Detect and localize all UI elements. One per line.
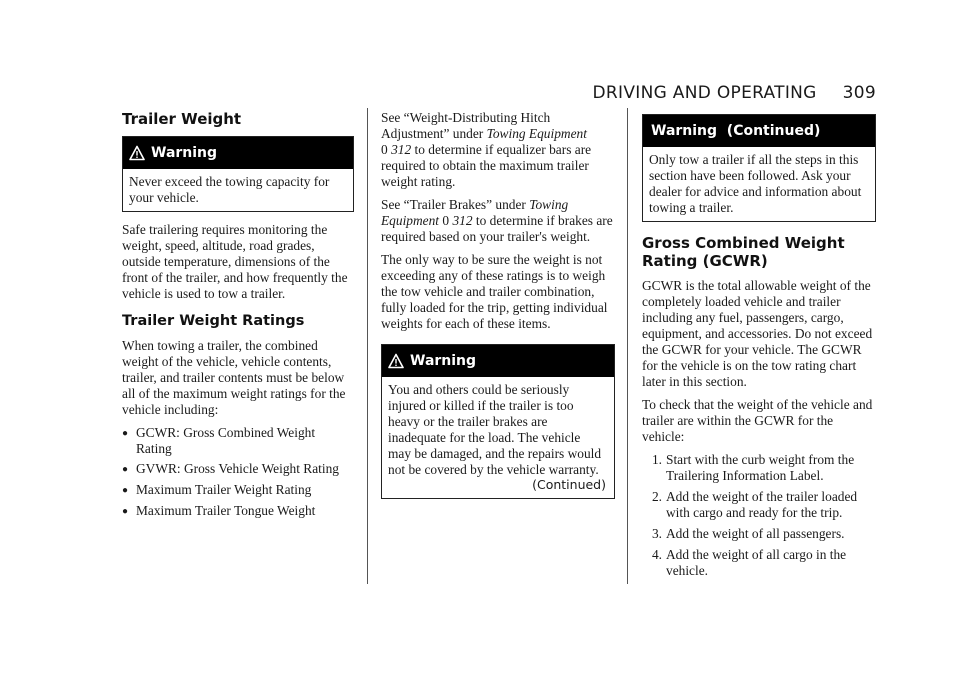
- list-item: ● Maximum Trailer Weight Rating: [122, 482, 312, 497]
- warning-header: [123, 137, 353, 169]
- section-heading-gcwr: Gross Combined Weight Rating (GCWR): [642, 234, 845, 270]
- list-item: 1. Start with the curb weight from the Trailering Information Label.: [651, 452, 855, 483]
- column-1: [122, 110, 354, 526]
- cross-reference-link[interactable]: Towing Equipment: [486, 126, 587, 141]
- paragraph: See “Weight-Distributing Hitch Adjustment” under Towing Equipment 0 312 to determine if equalizer bars are required to obtain the maximum trailer weight rating.: [381, 110, 592, 189]
- page-reference[interactable]: 312: [452, 213, 473, 228]
- warning-text: You and others could be seriously injured or killed if the trailer is too heavy or the trailer brakes are inadequate for the load. The vehicle may be damaged, and the repairs would not be covered by the vehicle warranty.: [388, 382, 602, 477]
- page-ref-icon: 0: [381, 142, 388, 157]
- steps-list: [642, 452, 876, 579]
- paragraph: The only way to be sure the weight is not exceeding any of these ratings is to weigh the tow vehicle and trailer combination, fully loaded for the trip, getting individual weights for each of these items.: [381, 252, 608, 331]
- bullet-icon: ●: [122, 428, 129, 439]
- paragraph: When towing a trailer, the combined weight of the vehicle, vehicle contents, trailer, and trailer contents must be below all of the maximum weight ratings for the vehicle including:: [122, 338, 346, 417]
- page-ref-icon: 0: [442, 213, 450, 228]
- list-item: ● Maximum Trailer Tongue Weight: [122, 503, 316, 518]
- warning-text: Never exceed the towing capacity for your vehicle.: [129, 174, 330, 205]
- warning-text: Only tow a trailer if all the steps in this section have been followed. Ask your dealer for advice and information about towing a trailer.: [649, 152, 862, 215]
- warning-header: [643, 115, 875, 147]
- list-item: 4. Add the weight of all cargo in the vehicle.: [651, 547, 847, 578]
- paragraph: See “Trailer Brakes” under Towing Equipment 0 312 to determine if brakes are required based on your trailer's weight.: [381, 197, 613, 244]
- warning-triangle-icon: [388, 353, 404, 369]
- warning-triangle-icon: [129, 145, 145, 161]
- list-item: 2. Add the weight of the trailer loaded with cargo and ready for the trip.: [651, 489, 858, 520]
- paragraph: Safe trailering requires monitoring the weight, speed, altitude, road grades, outside temperature, dimensions of the front of the trailer, and how frequently the vehicle is used to tow a trailer.: [122, 222, 348, 301]
- bullet-icon: ●: [122, 464, 129, 475]
- subheading-trailer-weight-ratings: Trailer Weight Ratings: [122, 313, 305, 329]
- column-2: [381, 110, 615, 509]
- section-heading-trailer-weight: Trailer Weight: [122, 110, 242, 128]
- list-item: 3. Add the weight of all passengers.: [651, 526, 845, 541]
- warning-label: Warning: [410, 353, 477, 369]
- page-number: 309: [842, 83, 876, 103]
- continued-label: (Continued): [532, 477, 606, 492]
- page-header: [593, 83, 876, 103]
- column-3: [642, 110, 876, 584]
- paragraph: To check that the weight of the vehicle and trailer are within the GCWR for the vehicle:: [642, 397, 873, 444]
- warning-box: [642, 114, 876, 222]
- warning-header: [382, 345, 614, 377]
- warning-label: Warning (Continued): [651, 123, 821, 139]
- bullet-icon: ●: [122, 485, 129, 496]
- column-divider: [627, 108, 628, 584]
- column-divider: [367, 108, 368, 584]
- page-reference[interactable]: 312: [391, 142, 412, 157]
- section-title: DRIVING AND OPERATING: [592, 83, 817, 103]
- list-item: ● GCWR: Gross Combined Weight Rating: [122, 425, 316, 456]
- warning-box: [122, 136, 354, 212]
- cross-reference-link[interactable]: Towing Equipment: [381, 197, 569, 228]
- warning-box: [381, 344, 615, 499]
- bullet-icon: ●: [122, 506, 129, 517]
- warning-label: Warning: [151, 145, 218, 161]
- list-item: ● GVWR: Gross Vehicle Weight Rating: [122, 461, 339, 476]
- paragraph: GCWR is the total allowable weight of the completely loaded vehicle and trailer including any fuel, passengers, cargo, equipment, and accessories. Do not exceed the GCWR for your vehicle. The GCWR for the vehicle is on the tow rating chart later in this section.: [642, 278, 873, 389]
- ratings-list: [122, 425, 354, 520]
